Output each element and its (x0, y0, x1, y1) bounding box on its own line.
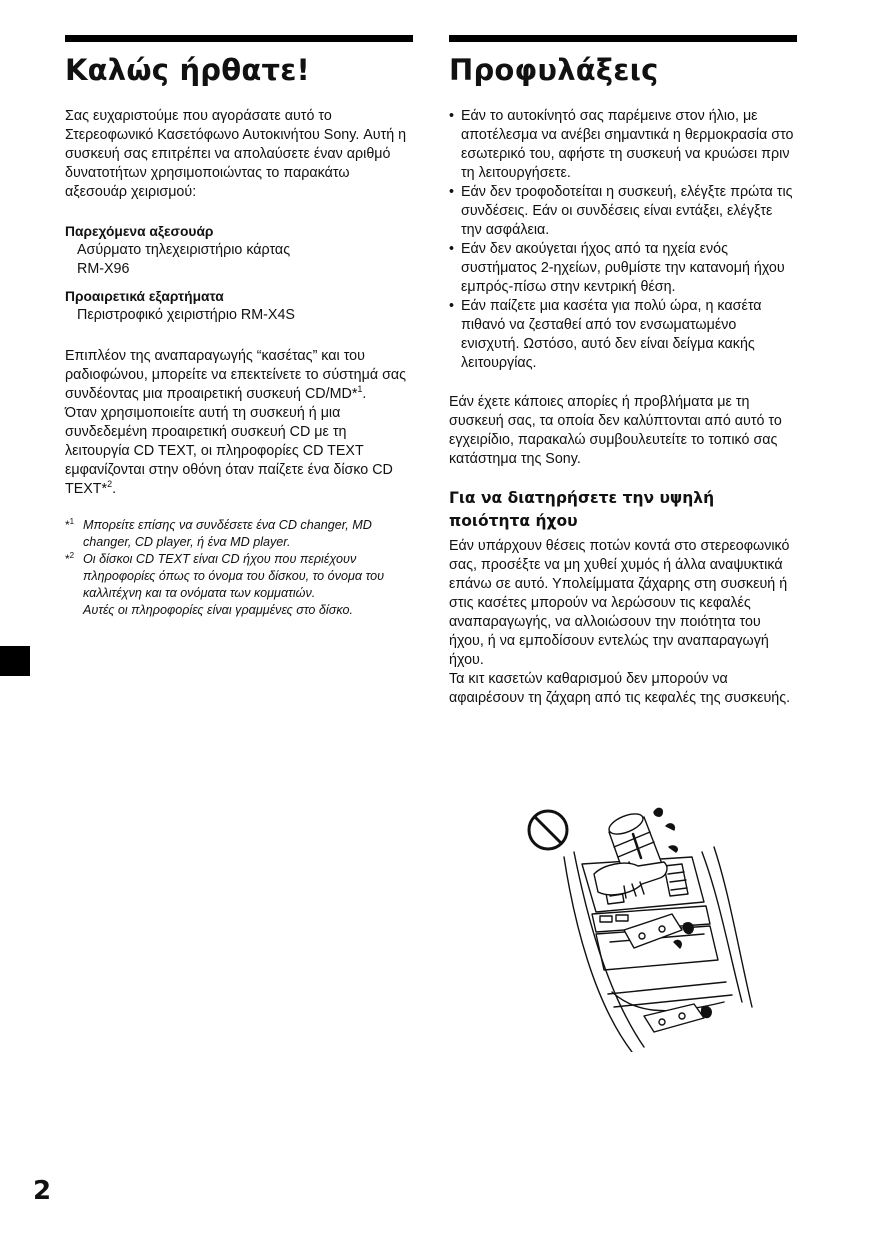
extension-paragraph (65, 347, 413, 499)
footnote-2-marker: *$^2$ (65, 551, 75, 566)
welcome-title: Καλώς ήρθατε! (65, 53, 310, 87)
footnote-2-text-2: Αυτές οι πληροφορίες είναι γραμμένες στο δίσκο. (83, 603, 353, 617)
questions-paragraph: Εάν έχετε κάποιες απορίες ή προβλήματα με τη συσκευή σας, τα οποία δεν καλύπτονται από αυτό το εγχειρίδιο, παρακαλώ συμβουλευτείτε το τοπικό σας κατάστημα της Sony. (449, 394, 782, 467)
footnote-2 (65, 551, 413, 619)
list-item: • Εάν το αυτοκίνητό σας παρέμεινε στον ήλιο, με αποτέλεσμα να ανέβει σημαντικά η θερμοκρασία στο εσωτερικό του, αφήστε τη συσκευή να κρυώσει πριν τη λειτουργήσετε. (449, 108, 794, 181)
bullet-icon: • (449, 241, 455, 257)
cd-text-period: . (112, 481, 117, 497)
supplied-heading: Παρεχόμενα αξεσουάρ (65, 224, 214, 239)
left-column (65, 35, 413, 619)
bullet-icon: • (449, 298, 455, 314)
optional-accessories (65, 287, 413, 325)
bullet-icon: • (449, 108, 455, 124)
footnote-2-text: Οι δίσκοι CD TEXT είναι CD ήχου που περιέχουν πληροφορίες όπως το όνομα του δίσκου, το όνομα του καλλιτέχνη και τα ονόματα των κομματιών. (83, 552, 385, 600)
footnote-ref-2: 2 (107, 479, 113, 490)
precautions-title: Προφυλάξεις (449, 53, 659, 87)
prohibition-icon (529, 811, 567, 849)
footnote-1 (65, 517, 413, 551)
footnote-1-marker: *$^1$ (65, 517, 75, 532)
bullet-icon: • (449, 184, 455, 200)
footnotes (65, 517, 413, 619)
sound-quality-heading: Για να διατηρήσετε την υψηλή ποιότητα ήχου (449, 489, 715, 530)
precautions-list (449, 107, 797, 373)
cd-text-text: Όταν χρησιμοποιείτε αυτή τη συσκευή ή μια συνδεδεμένη προαιρετική συσκευή CD με τη λειτουργία CD TEXT, οι πληροφορίες CD TEXT εμφανίζονται στην οθόνη όταν παίζετε ένα δίσκο CD TEXT* (65, 405, 393, 497)
hand-icon (594, 862, 667, 898)
cleaning-kit-paragraph: Τα κιτ κασετών καθαρισμού δεν μπορούν να αφαιρέσουν τη ζάχαρη από τις κεφαλές της συσκευής. (449, 671, 791, 706)
extension-period: . (362, 386, 367, 402)
optional-heading: Προαιρετικά εξαρτήματα (65, 289, 224, 304)
supplied-item-model: RM-X96 (77, 261, 130, 277)
cassette-icon (644, 1004, 704, 1032)
intro-paragraph: Σας ευχαριστούμε που αγοράσατε αυτό το Στερεοφωνικό Κασετόφωνο Αυτοκινήτου Sony. Αυτή η συσκευή σας επιτρέπει να απολαύσετε έναν αριθμό δυνατοτήτων χρησιμοποιώντας το παρακάτω αξεσουάρ χειρισμού: (65, 108, 407, 200)
cassette-icon (624, 914, 682, 948)
optional-item: Περιστροφικό χειριστήριο RM-X4S (77, 307, 295, 323)
footnote-ref-1: 1 (357, 384, 363, 395)
right-column (449, 35, 797, 708)
list-item: • Εάν παίζετε μια κασέτα για πολύ ώρα, η κασέτα πιθανό να ζεσταθεί από τον ενσωματωμένο ενισχυτή. Ωστόσο, αυτό δεν είναι δείγμα κακής λειτουργίας. (449, 298, 762, 371)
supplied-accessories (65, 222, 413, 279)
extension-text: Επιπλέον της αναπαραγωγής “κασέτας” και του ραδιοφώνου, μπορείτε να επεκτείνετε το σύστημά σας συνδέοντας μια προαιρετική συσκευή CD/MD* (65, 348, 407, 402)
sound-quality-paragraph: Εάν υπάρχουν θέσεις ποτών κοντά στο στερεοφωνικό σας, προσέξτε να μη χυθεί χυμός ή άλλα αναψυκτικά επάνω σε αυτό. Υπολείμματα ζάχαρης στη συσκευή ή στις κασέτες μπορούν να λερώσουν τις κεφαλές αναπαραγωγής, να αλλοιώσουν την ποιότητα του ήχου, ή να εμποδίσουν εντελώς την αναπαραγωγή ήχου. (449, 538, 790, 668)
section-rule (449, 35, 797, 42)
section-tab-marker (0, 646, 30, 676)
list-item: • Εάν δεν ακούγεται ήχος από τα ηχεία ενός συστήματος 2-ηχείων, ρυθμίστε την κατανομή ήχου εμπρός-πίσω στην κεντρική θέση. (449, 241, 785, 295)
footnote-1-text: Μπορείτε επίσης να συνδέσετε ένα CD changer, MD changer, CD player, ή ένα MD player. (83, 518, 372, 549)
page-number: 2 (33, 1176, 52, 1206)
supplied-item: Ασύρματο τηλεχειριστήριο κάρτας (77, 242, 291, 258)
spill-warning-illustration (514, 802, 754, 1052)
list-item: • Εάν δεν τροφοδοτείται η συσκευή, ελέγξτε πρώτα τις συνδέσεις. Εάν οι συνδέσεις είναι εντάξει, ελέγξτε την ασφάλεια. (449, 184, 793, 238)
section-rule (65, 35, 413, 42)
